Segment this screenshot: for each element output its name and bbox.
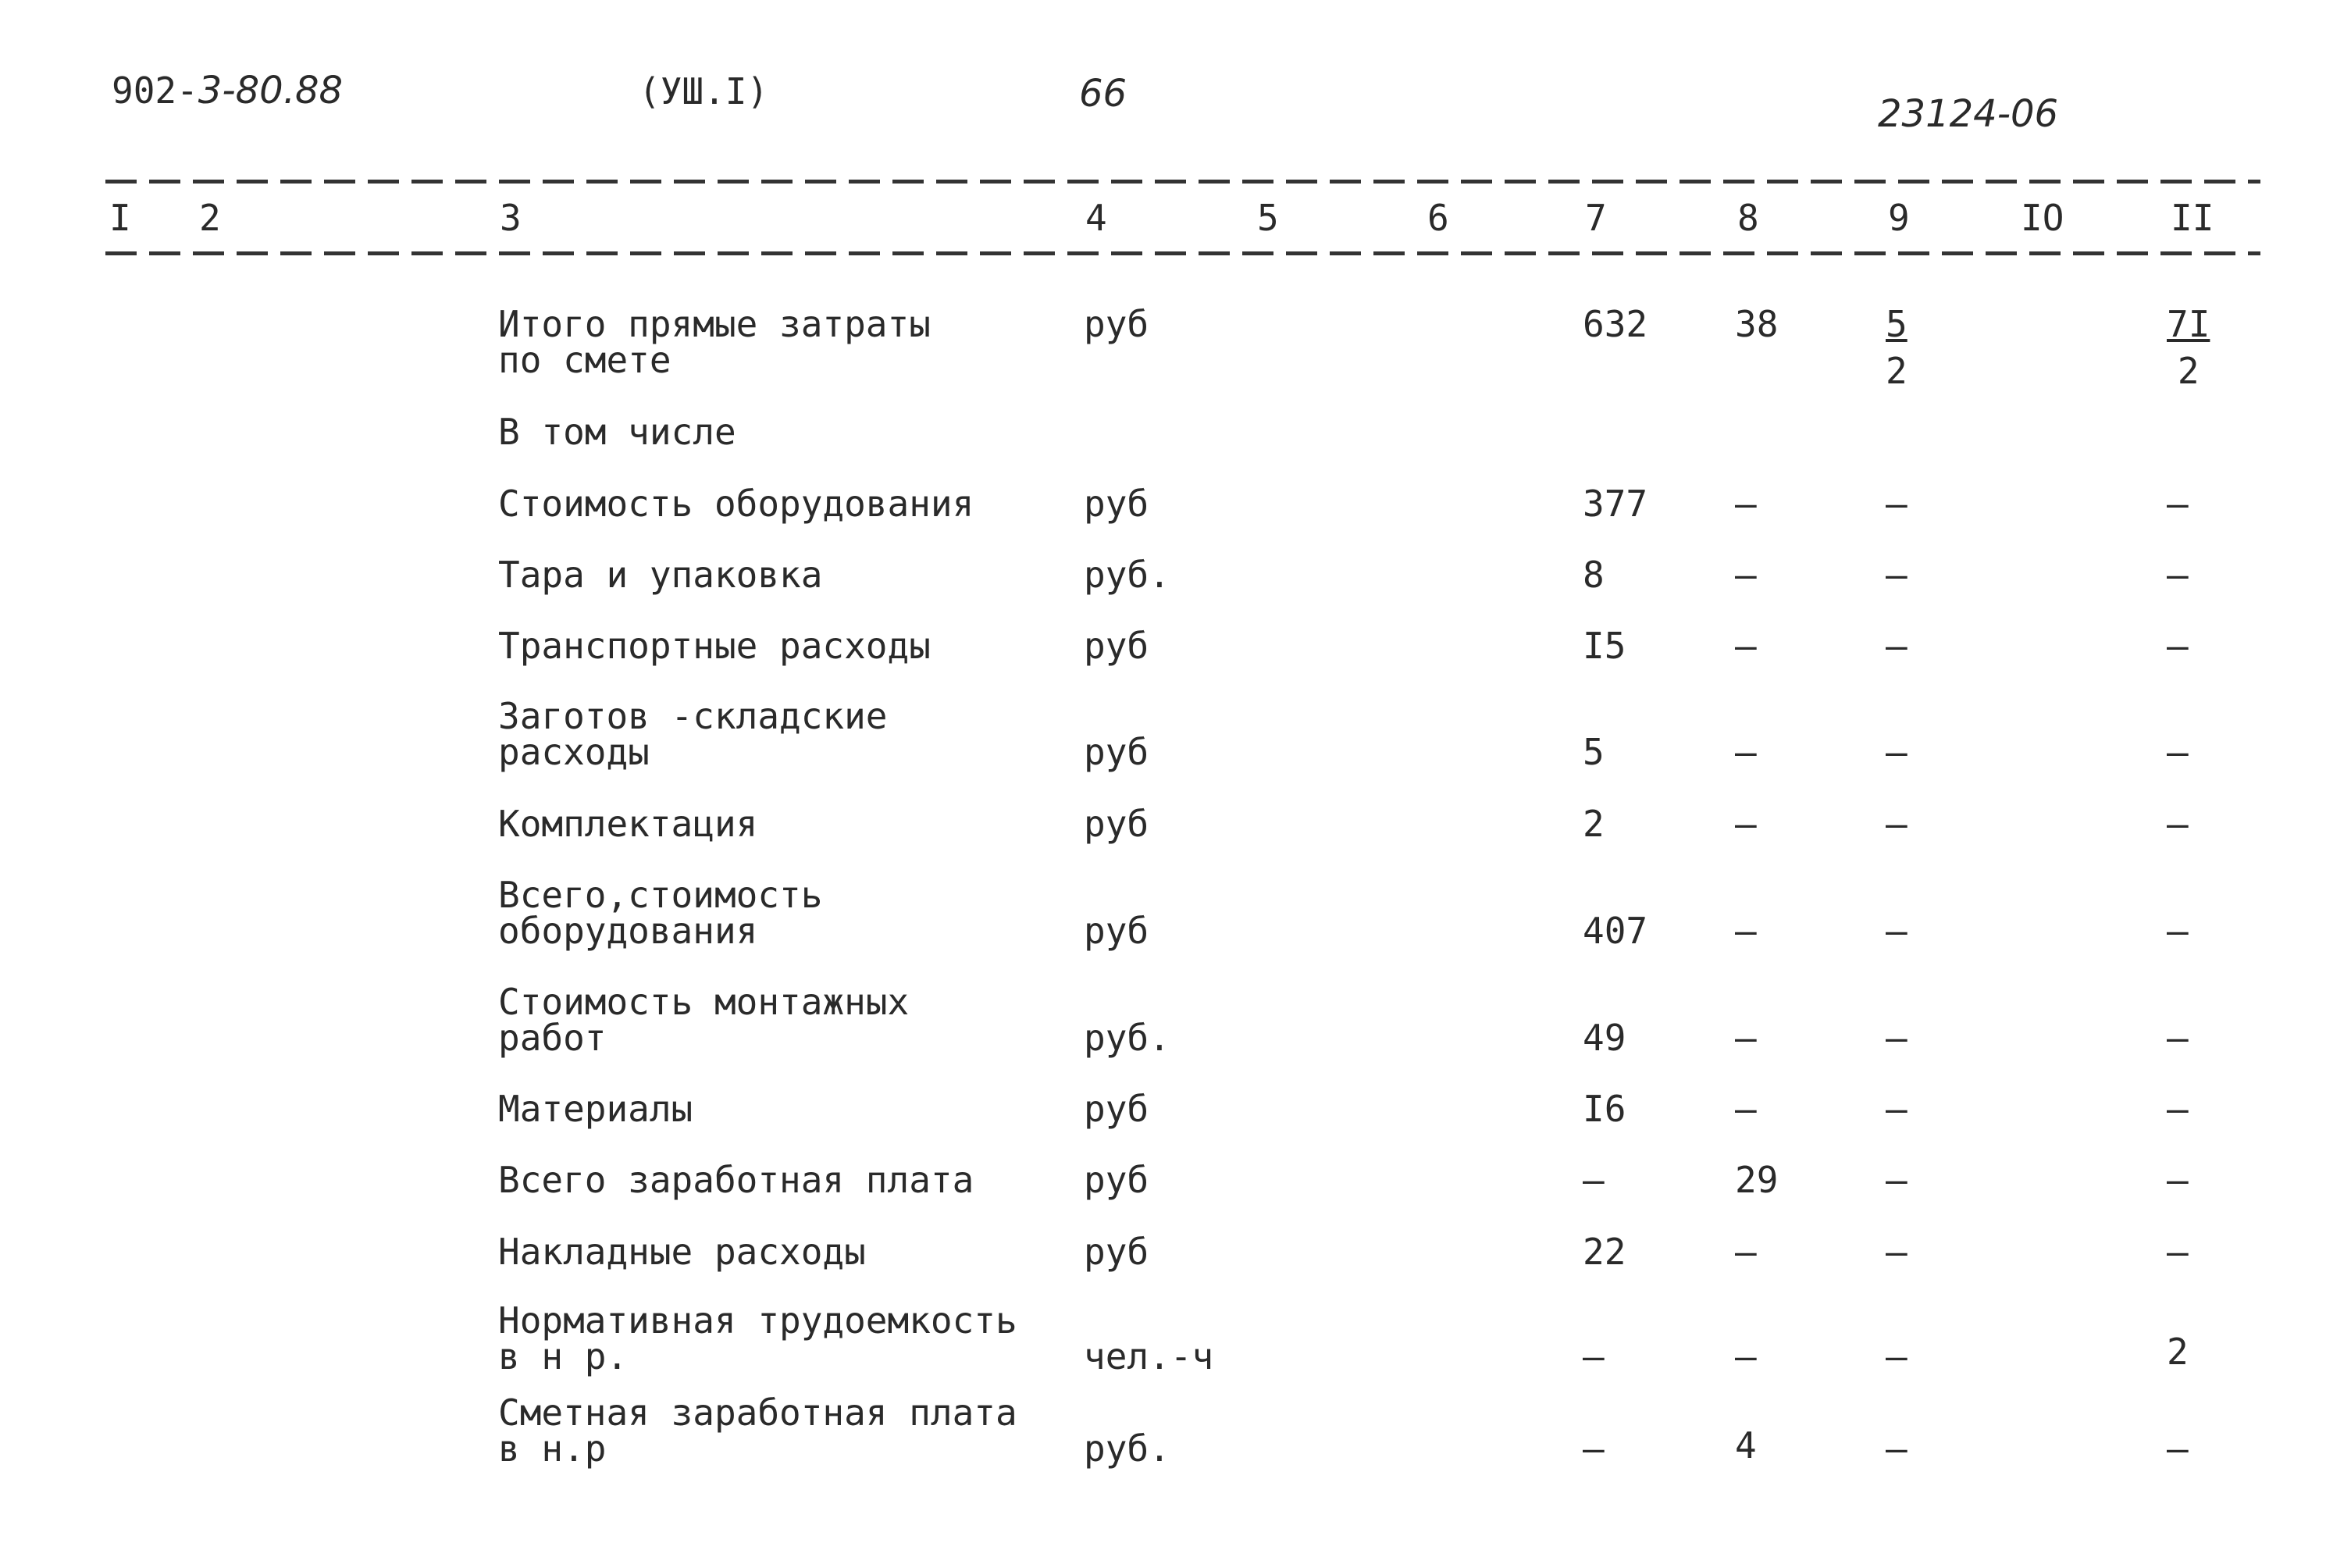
row-col7: – bbox=[1583, 1159, 1605, 1201]
row-col11: – bbox=[2167, 803, 2189, 845]
row-col8: – bbox=[1735, 731, 1757, 773]
document-code-handwritten: 3-80.88 bbox=[198, 69, 344, 112]
row-label-line: Итого прямые затраты bbox=[498, 303, 931, 345]
row-col9: – bbox=[1886, 1427, 1908, 1470]
row-col8: – bbox=[1735, 1088, 1757, 1130]
row-col9: – bbox=[1886, 1159, 1908, 1201]
row-col9: – bbox=[1886, 1017, 1908, 1059]
row-col7: 632 bbox=[1583, 303, 1648, 345]
row-label-line: в н.р bbox=[498, 1427, 607, 1470]
row-label-line: по смете bbox=[498, 339, 671, 381]
row-label bbox=[498, 1392, 1017, 1470]
row-col8: – bbox=[1735, 625, 1757, 667]
row-col7: 8 bbox=[1583, 554, 1605, 596]
row-col7: 377 bbox=[1583, 483, 1648, 525]
row-col11: – bbox=[2167, 910, 2189, 952]
row-unit: руб bbox=[1084, 1088, 1149, 1130]
row-label: Стоимость оборудования bbox=[498, 483, 974, 525]
row-label: Тара и упаковка bbox=[498, 554, 823, 596]
row-col7: 22 bbox=[1583, 1231, 1626, 1273]
row-col9: – bbox=[1886, 625, 1908, 667]
row-label: Транспортные расходы bbox=[498, 625, 931, 667]
row-label: Комплектация bbox=[498, 803, 758, 845]
row-col7: 49 bbox=[1583, 1017, 1626, 1059]
row-col9: – bbox=[1886, 1231, 1908, 1273]
row-col9: – bbox=[1886, 1088, 1908, 1130]
row-label: В том числе bbox=[498, 411, 736, 453]
row-col8: – bbox=[1735, 1017, 1757, 1059]
column-number-1: I bbox=[109, 197, 131, 239]
column-number-2: 2 bbox=[199, 197, 221, 239]
column-number-3: 3 bbox=[500, 197, 522, 239]
row-col9: – bbox=[1886, 554, 1908, 596]
column-number-9: 9 bbox=[1888, 197, 1910, 239]
row-label: Накладные расходы bbox=[498, 1231, 866, 1273]
row-col7: 5 bbox=[1583, 731, 1605, 773]
row-label: Материалы bbox=[498, 1088, 693, 1130]
section-label: (УШ.I) bbox=[639, 70, 769, 112]
row-label-line: Сметная заработная плата bbox=[498, 1392, 1017, 1434]
row-col8: 38 bbox=[1735, 303, 1779, 345]
row-col11: – bbox=[2167, 1088, 2189, 1130]
row-unit: руб bbox=[1084, 731, 1149, 773]
column-number-5: 5 bbox=[1257, 197, 1279, 239]
row-col9: – bbox=[1886, 910, 1908, 952]
row-label-line: в н р. bbox=[498, 1335, 629, 1377]
row-unit: руб bbox=[1084, 1231, 1149, 1273]
row-col11: – bbox=[2167, 625, 2189, 667]
row-col11: – bbox=[2167, 1231, 2189, 1273]
row-col9-fraction bbox=[1886, 303, 1908, 392]
column-number-6: 6 bbox=[1427, 197, 1449, 239]
row-label-line: Заготов -складские bbox=[498, 695, 888, 737]
row-col11: – bbox=[2167, 483, 2189, 525]
row-col8: – bbox=[1735, 1231, 1757, 1273]
row-col11: – bbox=[2167, 554, 2189, 596]
column-number-10: IO bbox=[2021, 197, 2064, 239]
row-label bbox=[498, 981, 910, 1059]
row-unit: руб. bbox=[1084, 1017, 1170, 1059]
row-label-line: Нормативная трудоемкость bbox=[498, 1299, 1017, 1342]
row-col8: – bbox=[1735, 803, 1757, 845]
column-number-7: 7 bbox=[1585, 197, 1607, 239]
row-label: Всего заработная плата bbox=[498, 1159, 974, 1201]
fraction-denominator: 2 bbox=[2177, 350, 2200, 392]
row-unit: руб. bbox=[1084, 554, 1170, 596]
row-col7: 2 bbox=[1583, 803, 1605, 845]
row-col9: – bbox=[1886, 731, 1908, 773]
fraction-numerator: 7I bbox=[2167, 303, 2210, 345]
row-col11: – bbox=[2167, 1159, 2189, 1201]
row-col7: 407 bbox=[1583, 910, 1648, 952]
row-col9: – bbox=[1886, 1335, 1908, 1377]
row-col11: – bbox=[2167, 1017, 2189, 1059]
row-col11: – bbox=[2167, 1427, 2189, 1470]
fraction-denominator: 2 bbox=[1886, 350, 1908, 392]
row-col8: 4 bbox=[1735, 1424, 1757, 1466]
page-number: 66 bbox=[1079, 72, 1127, 116]
row-col7: – bbox=[1583, 1427, 1605, 1470]
row-label bbox=[498, 303, 931, 381]
row-col8: 29 bbox=[1735, 1159, 1779, 1201]
row-label-line: Стоимость монтажных bbox=[498, 981, 910, 1023]
row-col7: I6 bbox=[1583, 1088, 1626, 1130]
row-col8: – bbox=[1735, 483, 1757, 525]
row-label-line: работ bbox=[498, 1017, 607, 1059]
row-label bbox=[498, 874, 823, 952]
row-unit: руб bbox=[1084, 803, 1149, 845]
row-unit: руб bbox=[1084, 625, 1149, 667]
row-col9: – bbox=[1886, 803, 1908, 845]
table-top-rule bbox=[105, 180, 2260, 184]
row-col11: 2 bbox=[2167, 1331, 2189, 1373]
row-col7: I5 bbox=[1583, 625, 1626, 667]
row-col11-fraction bbox=[2167, 303, 2210, 392]
fraction-numerator: 5 bbox=[1886, 303, 1908, 345]
column-number-8: 8 bbox=[1737, 197, 1759, 239]
row-col7: – bbox=[1583, 1335, 1605, 1377]
row-col8: – bbox=[1735, 910, 1757, 952]
header-bottom-rule bbox=[105, 251, 2260, 255]
column-number-4: 4 bbox=[1085, 197, 1107, 239]
column-number-11: II bbox=[2171, 197, 2214, 239]
row-unit: руб bbox=[1084, 303, 1149, 345]
row-label-line: оборудования bbox=[498, 910, 758, 952]
row-label bbox=[498, 695, 888, 773]
row-label-line: расходы bbox=[498, 731, 650, 773]
row-unit: руб bbox=[1084, 910, 1149, 952]
row-col8: – bbox=[1735, 554, 1757, 596]
inventory-number: 23124-06 bbox=[1878, 92, 2059, 136]
row-label bbox=[498, 1299, 1017, 1377]
row-col9: – bbox=[1886, 483, 1908, 525]
row-col11: – bbox=[2167, 731, 2189, 773]
row-unit: руб bbox=[1084, 1159, 1149, 1201]
row-unit: чел.-ч bbox=[1084, 1335, 1214, 1377]
row-col8: – bbox=[1735, 1335, 1757, 1377]
row-unit: руб bbox=[1084, 483, 1149, 525]
row-label-line: Всего,стоимость bbox=[498, 874, 823, 916]
document-code bbox=[112, 69, 343, 112]
row-unit: руб. bbox=[1084, 1427, 1170, 1470]
document-code-printed: 902- bbox=[112, 69, 198, 112]
